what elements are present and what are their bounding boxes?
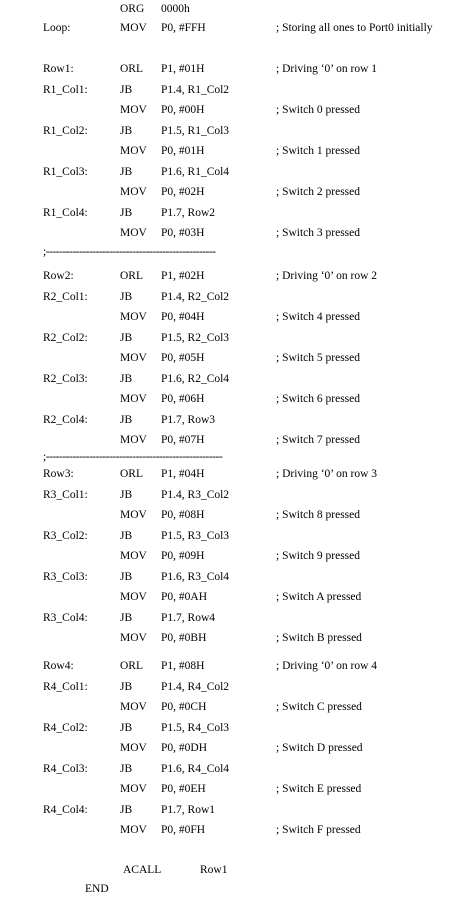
code-label: Loop: xyxy=(43,22,71,34)
code-line xyxy=(0,350,474,366)
code-operand: P1.5, R2_Col3 xyxy=(161,332,230,344)
code-line xyxy=(0,569,474,585)
code-line xyxy=(0,630,474,646)
code-line xyxy=(0,289,474,305)
code-comment: ; Switch 2 pressed xyxy=(276,186,361,198)
code-mnemonic: JB xyxy=(120,125,133,137)
code-operand: 0000h xyxy=(161,3,190,15)
code-mnemonic: JB xyxy=(120,722,133,734)
code-mnemonic: MOV xyxy=(120,434,147,446)
code-comment: ; Switch C pressed xyxy=(276,701,362,713)
code-label: R4_Col1: xyxy=(43,681,88,693)
code-mnemonic: MOV xyxy=(120,311,147,323)
code-mnemonic: MOV xyxy=(120,352,147,364)
code-operand: P1, #04H xyxy=(161,468,205,480)
code-operand: P1.7, Row4 xyxy=(161,612,215,624)
code-operand: P0, #0DH xyxy=(161,742,208,754)
code-label: R1_Col4: xyxy=(43,207,88,219)
code-label: R4_Col2: xyxy=(43,722,88,734)
code-line xyxy=(0,82,474,98)
code-comment: ; Driving ‘0’ on row 4 xyxy=(276,660,378,672)
code-operand: P1.4, R3_Col2 xyxy=(161,489,230,501)
code-mnemonic: JB xyxy=(120,414,133,426)
code-operand: P0, #0FH xyxy=(161,824,206,836)
code-comment: ; Switch 1 pressed xyxy=(276,145,361,157)
code-line xyxy=(0,679,474,695)
code-line xyxy=(0,371,474,387)
code-mnemonic: MOV xyxy=(120,145,147,157)
code-line xyxy=(0,205,474,221)
code-comment: ; Switch 7 pressed xyxy=(276,434,361,446)
code-line xyxy=(0,20,474,36)
code-mnemonic: ACALL xyxy=(123,864,162,876)
code-comment: ; Switch 9 pressed xyxy=(276,550,361,562)
code-line xyxy=(0,548,474,564)
code-mnemonic: MOV xyxy=(120,509,147,521)
code-label: R2_Col2: xyxy=(43,332,88,344)
separator-line: ;----------------------------------------------------- xyxy=(43,451,223,463)
code-label: R2_Col4: xyxy=(43,414,88,426)
code-comment: ; Driving ‘0’ on row 1 xyxy=(276,63,378,75)
code-line xyxy=(0,781,474,797)
end-line xyxy=(0,881,474,897)
code-line xyxy=(0,184,474,200)
code-operand: P1.5, R1_Col3 xyxy=(161,125,230,137)
code-operand: P1.5, R3_Col3 xyxy=(161,530,230,542)
code-label: R1_Col3: xyxy=(43,166,88,178)
code-mnemonic: JB xyxy=(120,166,133,178)
code-mnemonic: JB xyxy=(120,612,133,624)
code-operand: P1.7, Row3 xyxy=(161,414,215,426)
code-line xyxy=(0,432,474,448)
code-operand: P1.4, R1_Col2 xyxy=(161,84,230,96)
code-line xyxy=(0,268,474,284)
code-line xyxy=(0,761,474,777)
code-label: R4_Col3: xyxy=(43,763,88,775)
code-operand: P1.7, Row2 xyxy=(161,207,215,219)
code-operand: P1.6, R1_Col4 xyxy=(161,166,230,178)
code-comment: ; Driving ‘0’ on row 2 xyxy=(276,270,378,282)
code-operand: P0, #0CH xyxy=(161,701,207,713)
code-line xyxy=(0,309,474,325)
code-label: R4_Col4: xyxy=(43,804,88,816)
end-directive: END xyxy=(85,883,109,895)
code-line xyxy=(0,1,474,17)
code-label: R2_Col3: xyxy=(43,373,88,385)
code-operand: P0, #0BH xyxy=(161,632,207,644)
code-label: R1_Col2: xyxy=(43,125,88,137)
code-label: R3_Col4: xyxy=(43,612,88,624)
code-comment: ; Switch F pressed xyxy=(276,824,361,836)
code-mnemonic: JB xyxy=(120,489,133,501)
code-label: R3_Col2: xyxy=(43,530,88,542)
code-operand: P1.4, R4_Col2 xyxy=(161,681,230,693)
code-mnemonic: MOV xyxy=(120,393,147,405)
code-operand: P0, #03H xyxy=(161,227,205,239)
code-line xyxy=(0,822,474,838)
code-operand: P1.6, R2_Col4 xyxy=(161,373,230,385)
code-line xyxy=(0,225,474,241)
code-mnemonic: MOV xyxy=(120,550,147,562)
code-operand: P0, #05H xyxy=(161,352,205,364)
code-operand: P0, #FFH xyxy=(161,22,206,34)
code-mnemonic: JB xyxy=(120,84,133,96)
code-mnemonic: MOV xyxy=(120,227,147,239)
code-operand: P0, #0AH xyxy=(161,591,208,603)
code-comment: ; Switch E pressed xyxy=(276,783,362,795)
code-label: R3_Col3: xyxy=(43,571,88,583)
code-operand: P1.6, R4_Col4 xyxy=(161,763,230,775)
code-line xyxy=(0,740,474,756)
code-operand: P0, #02H xyxy=(161,186,205,198)
code-line xyxy=(0,143,474,159)
code-line xyxy=(0,610,474,626)
code-comment: ; Switch 6 pressed xyxy=(276,393,361,405)
code-mnemonic: JB xyxy=(120,207,133,219)
code-line xyxy=(0,802,474,818)
code-mnemonic: MOV xyxy=(120,742,147,754)
code-operand: P0, #07H xyxy=(161,434,205,446)
code-comment: ; Storing all ones to Port0 initially xyxy=(276,22,433,34)
code-operand: P1, #01H xyxy=(161,63,205,75)
code-operand: P1.6, R3_Col4 xyxy=(161,571,230,583)
code-mnemonic: ORG xyxy=(120,3,145,15)
code-comment: ; Switch 4 pressed xyxy=(276,311,361,323)
code-line xyxy=(0,487,474,503)
code-mnemonic: MOV xyxy=(120,186,147,198)
code-line xyxy=(0,164,474,180)
code-operand: P0, #0EH xyxy=(161,783,206,795)
code-operand: P0, #06H xyxy=(161,393,205,405)
code-mnemonic: JB xyxy=(120,804,133,816)
code-operand: Row1 xyxy=(200,864,228,876)
separator-line: ;--------------------------------------------------- xyxy=(43,246,216,258)
code-line xyxy=(0,391,474,407)
code-mnemonic: MOV xyxy=(120,591,147,603)
code-label: R3_Col1: xyxy=(43,489,88,501)
code-mnemonic: MOV xyxy=(120,824,147,836)
code-mnemonic: MOV xyxy=(120,783,147,795)
code-mnemonic: JB xyxy=(120,530,133,542)
code-line xyxy=(0,658,474,674)
code-operand: P1, #02H xyxy=(161,270,205,282)
code-comment: ; Driving ‘0’ on row 3 xyxy=(276,468,378,480)
code-mnemonic: ORL xyxy=(120,270,143,282)
code-label: Row2: xyxy=(43,270,74,282)
code-label: Row4: xyxy=(43,660,74,672)
code-comment: ; Switch B pressed xyxy=(276,632,362,644)
code-operand: P1.7, Row1 xyxy=(161,804,215,816)
code-mnemonic: JB xyxy=(120,571,133,583)
code-line xyxy=(0,466,474,482)
code-comment: ; Switch 8 pressed xyxy=(276,509,361,521)
code-operand: P0, #08H xyxy=(161,509,205,521)
code-line xyxy=(0,589,474,605)
code-operand: P0, #09H xyxy=(161,550,205,562)
code-mnemonic: MOV xyxy=(120,22,147,34)
code-line xyxy=(0,412,474,428)
code-comment: ; Switch 0 pressed xyxy=(276,104,361,116)
code-mnemonic: JB xyxy=(120,291,133,303)
code-line xyxy=(0,507,474,523)
code-operand: P1.4, R2_Col2 xyxy=(161,291,230,303)
code-operand: P1, #08H xyxy=(161,660,205,672)
code-operand: P0, #00H xyxy=(161,104,205,116)
code-label: R1_Col1: xyxy=(43,84,88,96)
code-label: R2_Col1: xyxy=(43,291,88,303)
code-mnemonic: JB xyxy=(120,332,133,344)
code-mnemonic: ORL xyxy=(120,468,143,480)
code-comment: ; Switch 3 pressed xyxy=(276,227,361,239)
code-line xyxy=(0,528,474,544)
code-line xyxy=(0,699,474,715)
code-line xyxy=(0,123,474,139)
code-label: Row1: xyxy=(43,63,74,75)
code-mnemonic: ORL xyxy=(120,660,143,672)
code-mnemonic: MOV xyxy=(120,701,147,713)
code-comment: ; Switch 5 pressed xyxy=(276,352,361,364)
code-mnemonic: JB xyxy=(120,763,133,775)
code-comment: ; Switch D pressed xyxy=(276,742,363,754)
code-line xyxy=(0,330,474,346)
code-label: Row3: xyxy=(43,468,74,480)
code-line xyxy=(0,720,474,736)
code-line xyxy=(0,61,474,77)
code-mnemonic: MOV xyxy=(120,632,147,644)
code-line xyxy=(0,102,474,118)
code-mnemonic: MOV xyxy=(120,104,147,116)
code-mnemonic: JB xyxy=(120,373,133,385)
acall-line xyxy=(0,862,474,878)
code-operand: P1.5, R4_Col3 xyxy=(161,722,230,734)
code-operand: P0, #01H xyxy=(161,145,205,157)
code-mnemonic: JB xyxy=(120,681,133,693)
code-mnemonic: ORL xyxy=(120,63,143,75)
code-operand: P0, #04H xyxy=(161,311,205,323)
code-comment: ; Switch A pressed xyxy=(276,591,362,603)
